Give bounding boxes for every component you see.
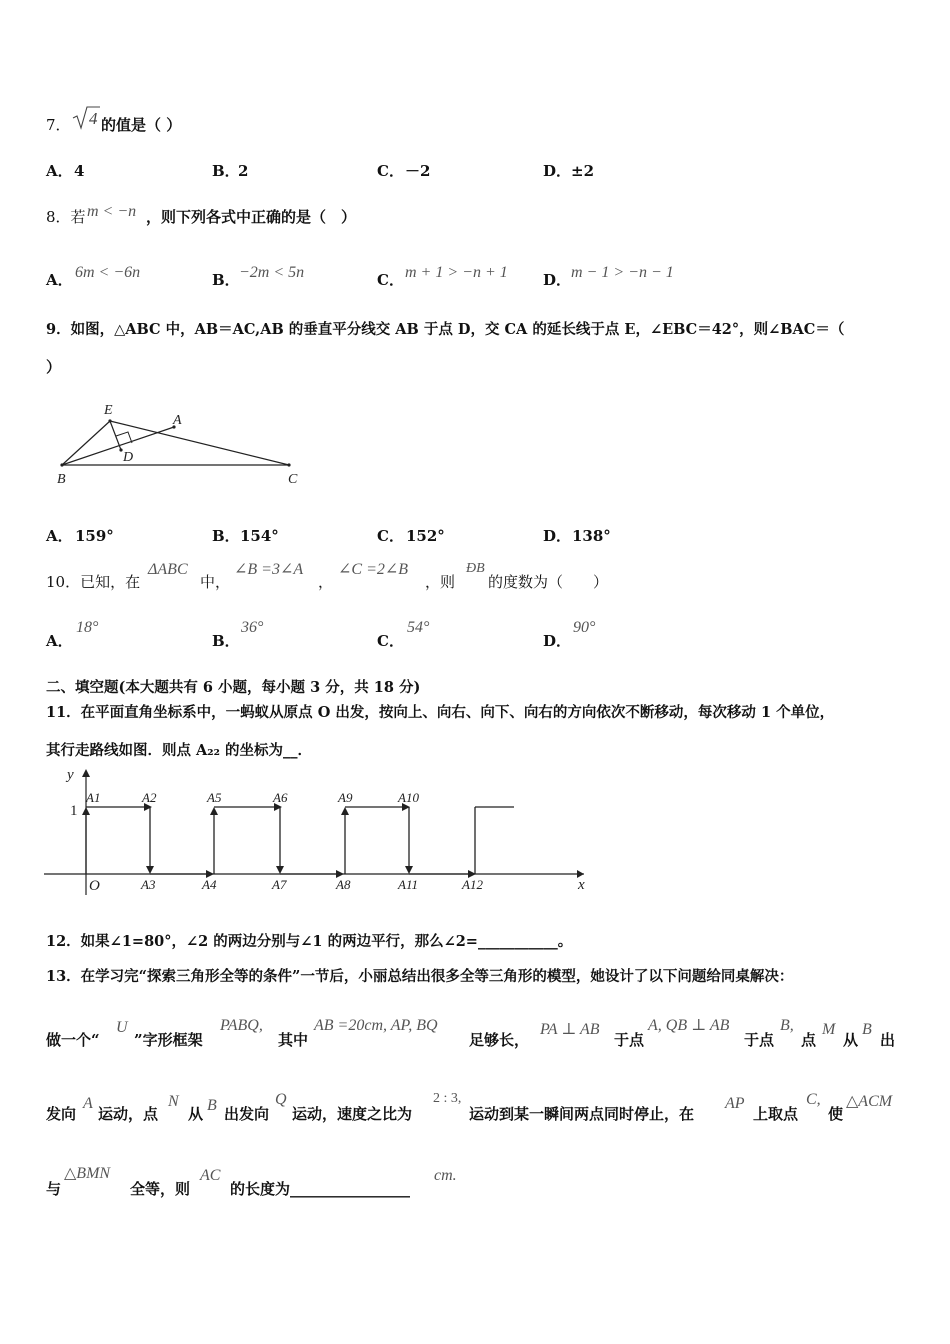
q13-p3-Q: Q — [275, 1091, 287, 1108]
q13-p2-u: U — [116, 1019, 128, 1036]
q8-condition: m < −n — [87, 203, 137, 220]
q13-p3-d: 出发向 — [224, 1105, 270, 1123]
q13-line1: 13．在学习完“探索三角形全等的条件”一节后，小丽总结出很多全等三角形的模型，她设计了以下问题给同桌解决： — [46, 968, 794, 985]
q10-opt-b-value: 36° — [241, 619, 264, 636]
q10-tail: 的度数为（ ） — [488, 573, 609, 591]
q8-opt-c-label: C． — [377, 271, 404, 289]
q10-opt-d-label: D． — [543, 632, 572, 650]
q10-opt-c-value: 54° — [407, 619, 430, 636]
q13-p2-h: 从 — [843, 1031, 859, 1049]
q13-p2-c: 其中 — [278, 1031, 309, 1049]
q8-opt-d-value: m − 1 > −n − 1 — [571, 264, 674, 281]
q9-triangle-figure — [40, 395, 320, 495]
q13-p2-g: 点 — [801, 1031, 817, 1049]
axis-x-label: x — [578, 877, 585, 893]
q13-p2-bpt: B, — [780, 1017, 794, 1034]
q13-p3-b: 运动，点 — [98, 1105, 159, 1123]
q13-p3-acm: △ACM — [846, 1093, 893, 1110]
q13-p2-b2: B — [862, 1021, 872, 1038]
q8-opt-b-label: B． — [212, 271, 240, 289]
q10-eq2: ∠C =2∠B — [338, 561, 409, 578]
label-A3: A3 — [141, 877, 156, 892]
q8-opt-b-value: −2m < 5n — [239, 264, 305, 281]
y-tick-one: 1 — [70, 803, 78, 819]
q13-p2-f: 于点 — [744, 1031, 775, 1049]
q10-number: 10．已知，在 — [46, 573, 141, 591]
label-A7: A7 — [272, 877, 287, 892]
q13-p2-ab: AB =20cm, AP, BQ — [314, 1017, 438, 1034]
q10-mid: 中， — [200, 573, 231, 591]
q7-opt-b-value: 2 — [238, 162, 249, 180]
q13-p4-bmn: △BMN — [64, 1165, 111, 1182]
q9-opt-b-value: 154° — [240, 527, 279, 545]
q10-opt-a-label: A． — [46, 632, 73, 650]
q13-p3-B: B — [207, 1097, 217, 1114]
q13-p4-AC: AC — [200, 1167, 221, 1184]
q8-opt-c-value: m + 1 > −n + 1 — [405, 264, 508, 281]
q8-opt-a-label: A． — [46, 271, 73, 289]
q9-opt-a-label: A． — [46, 527, 73, 545]
q7-stem: 的值是（ ） — [101, 116, 182, 134]
q9-opt-d-value: 138° — [572, 527, 611, 545]
q7-opt-d-label: D． — [543, 162, 572, 180]
q13-p2-d: 足够长， — [469, 1031, 530, 1049]
q13-p3-f: 运动到某一瞬间两点同时停止，在 — [469, 1105, 695, 1123]
label-C: C — [288, 472, 298, 487]
q9-opt-c-label: C． — [377, 527, 404, 545]
sqrt-symbol — [70, 104, 100, 132]
label-A5: A5 — [207, 790, 222, 805]
q7-opt-c-label: C． — [377, 162, 404, 180]
q10-eq1: ∠B =3∠A — [234, 561, 304, 578]
q7-number: 7． — [46, 116, 71, 134]
q13-p3-C: C, — [806, 1091, 821, 1108]
q8-opt-a-value: 6m < −6n — [75, 264, 141, 281]
q7-opt-a-value: 4 — [74, 162, 85, 180]
label-E: E — [104, 403, 113, 418]
q9-stem: 9．如图，△ABC 中，AB＝AC,AB 的垂直平分线交 AB 于点 D，交 CA 的延长线于点 E，∠EBC＝42°，则∠BAC＝（ — [46, 321, 845, 338]
q13-p3-h: 使 — [828, 1105, 844, 1123]
q7-opt-a-label: A． — [46, 162, 73, 180]
label-A10: A10 — [398, 790, 419, 805]
q9-opt-a-value: 159° — [75, 527, 114, 545]
q13-p2-pabq: PABQ, — [220, 1017, 263, 1034]
label-A12: A12 — [462, 877, 483, 892]
q11-line1: 11．在平面直角坐标系中，一蚂蚁从原点 O 出发，按向上、向右、向下、向右的方向依次不断移动，每次移动 1 个单位， — [46, 704, 835, 721]
sqrt-radicand: 4 — [89, 109, 98, 128]
q9-stem-close: ） — [46, 358, 62, 376]
q13-p2-m: M — [822, 1021, 836, 1038]
q8-opt-d-label: D． — [543, 271, 572, 289]
q13-p4-a: 与 — [46, 1180, 62, 1198]
q10-comma: ， — [318, 573, 334, 591]
q13-p2-b: ”字形框架 — [134, 1031, 203, 1049]
q10-opt-d-value: 90° — [573, 619, 596, 636]
label-A8: A8 — [336, 877, 351, 892]
label-A1: A1 — [86, 790, 101, 805]
q13-p3-c: 从 — [188, 1105, 204, 1123]
q10-opt-b-label: B． — [212, 632, 240, 650]
q7-opt-c-value: －2 — [405, 162, 431, 180]
q10-then: ，则 — [425, 573, 456, 591]
axis-y-label: y — [67, 767, 74, 783]
label-B: B — [57, 472, 66, 487]
label-A2: A2 — [142, 790, 157, 805]
section-heading: 二、填空题(本大题共有 6 小题，每小题 3 分，共 18 分) — [46, 679, 421, 696]
q13-p2-perp2: A, QB ⊥ AB — [648, 1017, 730, 1034]
q11-line2: 其行走路线如图．则点 A₂₂ 的坐标为__． — [46, 742, 313, 759]
q9-opt-d-label: D． — [543, 527, 572, 545]
q13-p2-e: 于点 — [614, 1031, 645, 1049]
q7-opt-d-value: ±2 — [571, 162, 595, 180]
label-A: A — [173, 413, 182, 428]
label-A6: A6 — [273, 790, 288, 805]
label-D: D — [123, 450, 134, 465]
q9-opt-b-label: B． — [212, 527, 240, 545]
origin-label: O — [89, 878, 100, 894]
label-A9: A9 — [338, 790, 353, 805]
q7-opt-b-label: B． — [212, 162, 240, 180]
q13-p2-i: 出 — [880, 1031, 896, 1049]
q13-p3-ratio: 2 : 3, — [433, 1091, 462, 1106]
q13-p3-A: A — [83, 1095, 93, 1112]
q13-p4-c: 的长度为________________ — [230, 1180, 411, 1198]
q8-number: 8．若 — [46, 208, 86, 226]
q12-stem: 12．如果∠1=80°，∠2 的两边分别与∠1 的两边平行，那么∠2=___________。 — [46, 933, 573, 950]
q13-p3-e: 运动，速度之比为 — [292, 1105, 413, 1123]
q13-p3-a: 发向 — [46, 1105, 77, 1123]
q13-p2-perp1: PA ⊥ AB — [540, 1021, 600, 1038]
label-A11: A11 — [398, 877, 418, 892]
q13-p3-AP: AP — [725, 1095, 745, 1112]
q13-p2-a: 做一个“ — [46, 1031, 100, 1049]
q8-stem: ，则下列各式中正确的是（ ） — [146, 208, 357, 226]
q11-path-graph — [44, 765, 594, 895]
q13-p4-cm: cm. — [434, 1167, 457, 1184]
q13-p4-b: 全等，则 — [130, 1180, 191, 1198]
label-A4: A4 — [202, 877, 217, 892]
q10-opt-a-value: 18° — [76, 619, 99, 636]
q10-triangle: ΔABC — [148, 561, 188, 578]
q13-p3-g: 上取点 — [753, 1105, 799, 1123]
q10-opt-c-label: C． — [377, 632, 404, 650]
q9-opt-c-value: 152° — [406, 527, 445, 545]
q13-p3-N: N — [168, 1093, 179, 1110]
q10-angle: ÐB — [466, 561, 485, 576]
